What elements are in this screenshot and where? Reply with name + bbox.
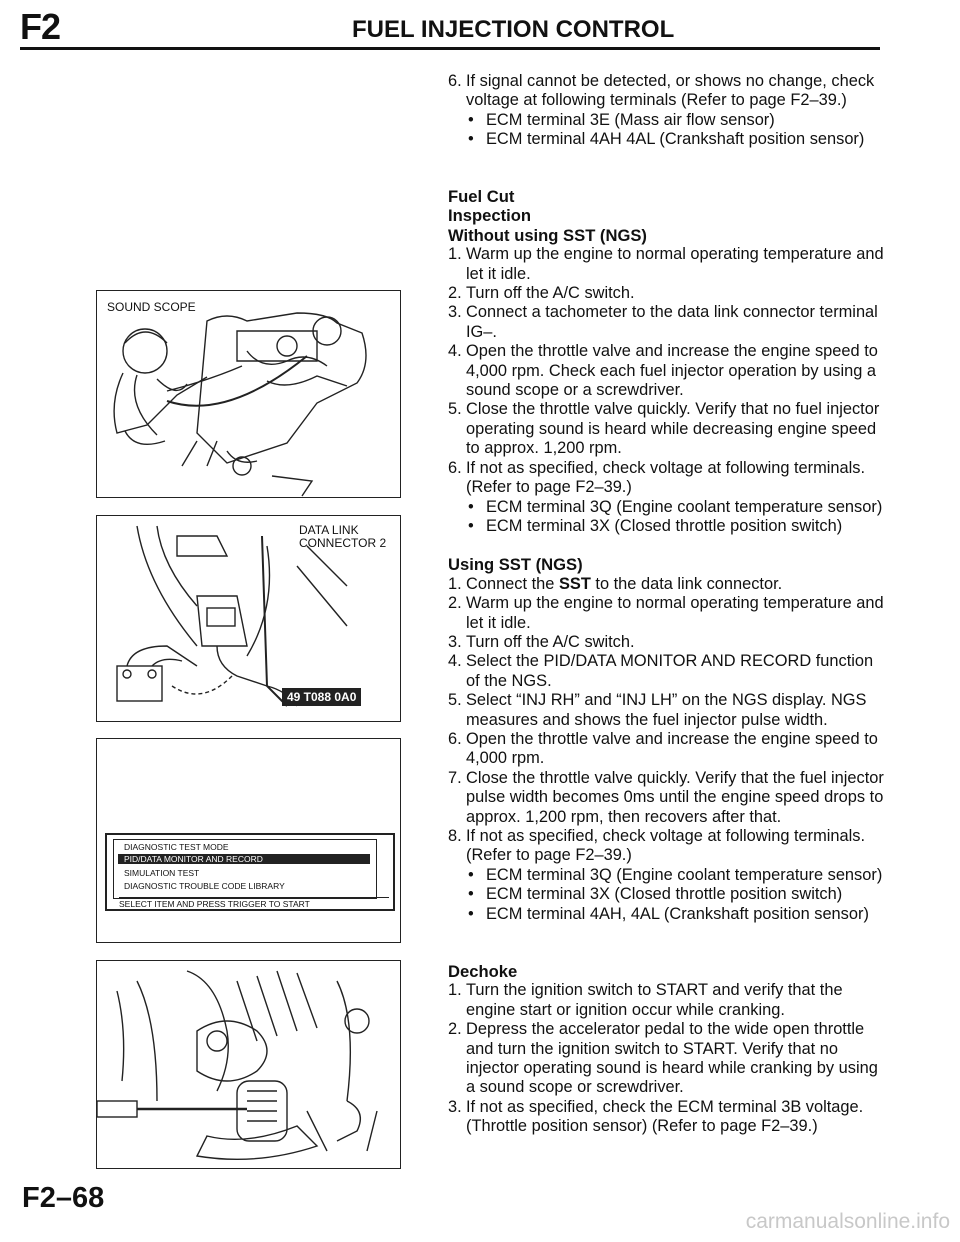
step-item xyxy=(448,245,884,284)
step-text: Select the PID/DATA MONITOR AND RECORD function of the NGS. xyxy=(466,652,874,690)
step-item xyxy=(448,303,884,342)
page-title: FUEL INJECTION CONTROL xyxy=(352,16,675,43)
without-sst-heading: Without using SST (NGS) xyxy=(448,225,647,245)
bullet-item: • ECM terminal 3X (Closed throttle position switch) xyxy=(448,885,884,904)
bullet-item: • ECM terminal 3Q (Engine coolant temperature sensor) xyxy=(448,866,884,885)
step-text: Connect a tachometer to the data link connector terminal IG–. xyxy=(466,303,878,341)
page-number: F2–68 xyxy=(22,1182,105,1214)
header-rule xyxy=(20,47,880,50)
bullet-item: • ECM terminal 4AH, 4AL (Crankshaft position sensor) xyxy=(448,905,884,924)
step-item xyxy=(448,730,884,769)
bullet-item: • ECM terminal 3Q (Engine coolant temperature sensor) xyxy=(448,498,884,517)
step-item xyxy=(448,1098,884,1137)
step-text: Turn off the A/C switch. xyxy=(466,284,635,303)
step-number: 2. xyxy=(448,594,462,613)
figure-data-link-connector xyxy=(96,515,401,722)
step-number: 5. xyxy=(448,691,462,710)
step-number: 7. xyxy=(448,768,462,787)
step-text: If not as specified, check the ECM terminal 3B voltage. (Throttle position sensor) (Refer to page F2–39.) xyxy=(466,1097,864,1136)
step-text: Close the throttle valve quickly. Verify that the fuel injector pulse width becomes 0ms until the engine speed drops to approx. 1,200 rpm, then recovers after that. xyxy=(466,768,884,826)
step-text: Connect the xyxy=(466,574,559,593)
step-text: If signal cannot be detected, or shows no change, check voltage at following terminals (Refer to page F2–39.) xyxy=(466,72,875,110)
fuel-cut-section xyxy=(448,187,884,924)
step-number: 3. xyxy=(448,303,462,322)
sound-scope-illustration xyxy=(97,291,400,497)
intro-step xyxy=(448,72,884,111)
figure-dechoke xyxy=(96,960,401,1169)
ngs-menu-item: DIAGNOSTIC TROUBLE CODE LIBRARY xyxy=(124,881,285,891)
step-item xyxy=(448,981,884,1020)
ngs-footer-prompt: SELECT ITEM AND PRESS TRIGGER TO START xyxy=(119,897,389,910)
step-number: 4. xyxy=(448,342,462,361)
ngs-menu-item-selected: PID/DATA MONITOR AND RECORD xyxy=(118,854,370,864)
step-number: 4. xyxy=(448,652,462,671)
step-text: If not as specified, check voltage at following terminals. (Refer to page F2–39.) xyxy=(466,827,866,865)
step-number: 1. xyxy=(448,245,462,264)
step-text: Select “INJ RH” and “INJ LH” on the NGS display. NGS measures and shows the fuel injector pulse width. xyxy=(466,691,867,729)
step-item xyxy=(448,400,884,458)
bullet-item: • ECM terminal 3X (Closed throttle position switch) xyxy=(448,517,884,536)
step-item xyxy=(448,769,884,827)
using-sst-heading: Using SST (NGS) xyxy=(448,555,583,575)
ngs-menu-item: DIAGNOSTIC TEST MODE xyxy=(124,842,229,852)
step-item xyxy=(448,691,884,730)
step-item xyxy=(448,633,884,652)
step-number: 1. xyxy=(448,574,462,593)
step-text: Open the throttle valve and increase the engine speed to 4,000 rpm. Check each fuel injector operation by using a sound scope or a screwdriver. xyxy=(466,342,878,400)
figure-ngs-screen xyxy=(96,738,401,943)
step-text: Warm up the engine to normal operating temperature and let it idle. xyxy=(466,594,884,632)
watermark: carmanualsonline.info xyxy=(745,1210,950,1233)
ngs-menu xyxy=(113,839,377,899)
step-item xyxy=(448,342,884,400)
dechoke-heading: Dechoke xyxy=(448,962,518,981)
step-number: 3. xyxy=(448,632,462,651)
step-item xyxy=(448,284,884,303)
step-item xyxy=(448,459,884,498)
dechoke-section xyxy=(448,962,884,1137)
step-text: Open the throttle valve and increase the engine speed to 4,000 rpm. xyxy=(466,729,878,768)
step-item xyxy=(448,594,884,633)
bullet-item: • ECM terminal 3E (Mass air flow sensor) xyxy=(448,111,884,130)
inspection-heading: Inspection xyxy=(448,206,531,226)
step-number: 3. xyxy=(448,1097,462,1116)
step-text: If not as specified, check voltage at following terminals. (Refer to page F2–39.) xyxy=(466,458,866,497)
using-sst-step xyxy=(448,575,884,594)
step-number: 6. xyxy=(448,458,462,477)
data-link-label-2: CONNECTOR 2 xyxy=(299,536,387,550)
step-item xyxy=(448,1020,884,1098)
step-number: 2. xyxy=(448,284,462,303)
figure-code-badge: 49 T088 0A0 xyxy=(282,688,361,706)
step-number: 2. xyxy=(448,1020,462,1039)
step-number: 5. xyxy=(448,400,462,419)
dechoke-illustration xyxy=(97,961,400,1168)
step-item xyxy=(448,827,884,866)
step-number: 1. xyxy=(448,981,462,1000)
sst-bold-text: SST xyxy=(558,574,591,593)
step-text: Turn the ignition switch to START and verify that the engine start or ignition occur while cranking. xyxy=(466,981,843,1019)
figure-sound-scope xyxy=(96,290,401,498)
bullet-item: • ECM terminal 4AH 4AL (Crankshaft position sensor) xyxy=(448,130,884,149)
ngs-display xyxy=(105,833,395,911)
ngs-menu-item: SIMULATION TEST xyxy=(124,868,200,878)
step-item xyxy=(448,652,884,691)
fuel-cut-heading: Fuel Cut xyxy=(448,187,515,206)
step-number: 6. xyxy=(448,72,462,90)
step-text: Depress the accelerator pedal to the wide open throttle and turn the ignition switch to START. Verify that no injector operating sound is heard while cranking by using a sound scope or screwdriver. xyxy=(466,1020,878,1097)
sound-scope-label: SOUND SCOPE xyxy=(107,300,196,314)
step-number: 8. xyxy=(448,827,462,845)
step-text: Turn off the A/C switch. xyxy=(466,632,635,651)
section-code: F2 xyxy=(20,6,61,47)
data-link-label-1: DATA LINK xyxy=(299,523,359,537)
step-text: Close the throttle valve quickly. Verify that no fuel injector operating sound is heard while decreasing engine speed to approx. 1,200 rpm. xyxy=(466,400,880,458)
step-text: Warm up the engine to normal operating temperature and let it idle. xyxy=(466,245,884,283)
intro-section xyxy=(448,72,884,150)
step-text: to the data link connector. xyxy=(590,574,783,593)
step-number: 6. xyxy=(448,729,462,748)
